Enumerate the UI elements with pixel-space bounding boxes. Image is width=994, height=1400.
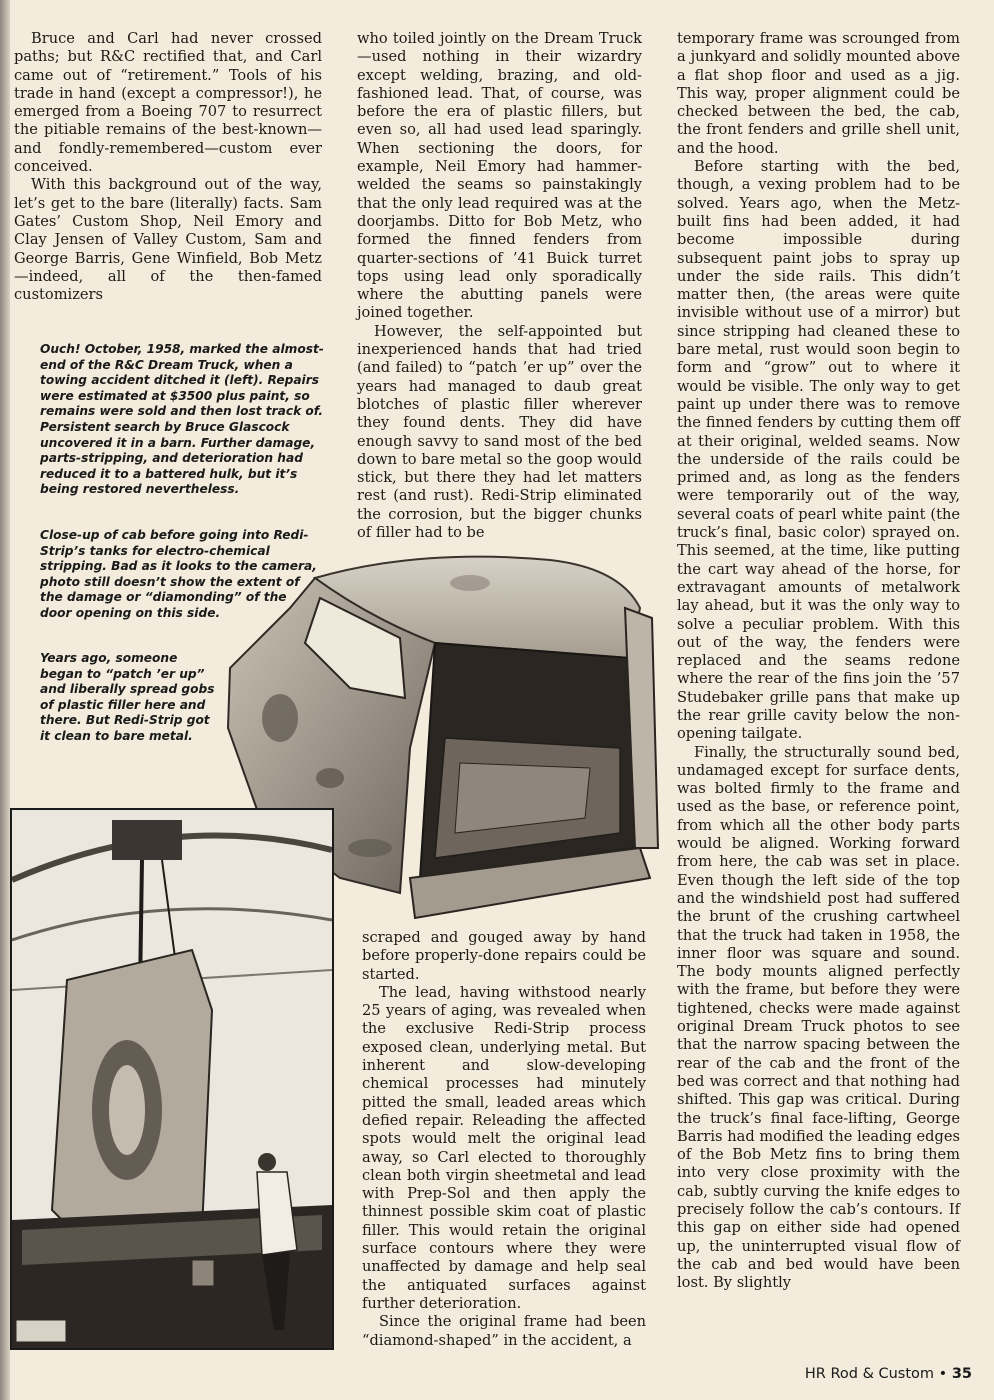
body-paragraph: However, the self-appointed but inexperienced hands that had tried (and failed) to “patch ’er up” over the years had managed to daub great blotches of plastic filler wherever they found dents. They did have enough savvy to sand most of the bed down to bare metal so the goop would stick, but there they had let matters rest (and rust). Redi-Strip eliminated the corrosion, but the bigger chunks of filler had to be xyxy=(357,322,642,542)
body-paragraph: With this background out of the way, let’s get to the bare (literally) facts. Sam Gates’ Custom Shop, Neil Emory and Clay Jensen of Valley Custom, Sam and George Barris, Gene Winfield, Bob Metz—indeed, all of the then-famed customizers xyxy=(14,176,322,304)
body-paragraph: Before starting with the bed, though, a vexing problem had to be solved. Years ago, when the Metz-built fins had been added, it had become impossible during subsequent paint jobs to spray up under the side rails. This didn’t matter then, (the areas were quite invisible without use of a mirror) but since stripping had cleaned these to bare metal, rust would soon begin to form and “grow” out to where it would be visible. The only way to get paint up under there was to remove the finned fenders by cutting them off at their original, welded seams. Now the underside of the rails could be primed and, as long as the fenders were temporarily out of the way, several coats of pearl white paint (the truck’s final, basic color) sprayed on. This seemed, at the time, like putting the cart way ahead of the horse, for extravagant amounts of metalwork lay ahead, but it was the only way to solve a peculiar problem. With this out of the way, the fenders were replaced and the seams redone where the rear of the fins join the ’57 Studebaker grille pans that make up the rear grille cavity below the non-opening tailgate. xyxy=(677,158,960,743)
body-paragraph: Since the original frame had been “diamond-shaped” in the accident, a xyxy=(362,1313,646,1349)
column-1 xyxy=(14,30,322,304)
photo-redi-strip-tank xyxy=(10,808,334,1350)
body-paragraph: Bruce and Carl had never crossed paths; but R&C rectified that, and Carl came out of “retirement.” Tools of his trade in hand (except a compressor!), he emerged from a Boeing 707 to resurrect the pitiable remains of the best-known—and fondly-remembered—custom ever conceived. xyxy=(14,30,322,176)
caption-accident: Ouch! October, 1958, marked the almost-end of the R&C Dream Truck, when a towing accident ditched it (left). Repairs were estimated at $3500 plus paint, so remains were sold and then lost track of. Persistent search by Bruce Glascock uncovered it in a barn. Further damage, parts-stripping, and deterioration had reduced it to a battered hulk, but it’s being restored nevertheless. xyxy=(40,342,324,497)
body-paragraph: who toiled jointly on the Dream Truck—used nothing in their wizardry except welding, brazing, and old-fashioned lead. That, of course, was before the era of plastic fillers, but even so, all had used lead sparingly. When sectioning the doors, for example, Neil Emory had hammer-welded the seams so painstakingly that the only lead required was at the doorjambs. Ditto for Bob Metz, who formed the finned fenders from quarter-sections of ’41 Buick turret tops using lead only sporadically where the abutting panels were joined together. xyxy=(357,30,642,322)
body-paragraph: Finally, the structurally sound bed, undamaged except for surface dents, was bolted firmly to the frame and used as the base, or reference point, from which all the other body parts would be aligned. Working forward from here, the cab was set in place. Even though the left side of the top and the windshield post had suffered the brunt of the crushing cartwheel that the truck had taken in 1958, the inner floor was square and sound. The body mounts aligned perfectly with the frame, but before they were tightened, checks were made against original Dream Truck photos to see that the narrow spacing between the rear of the cab and the front of the bed was correct and that nothing had shifted. This gap was critical. During the truck’s final face-lifting, George Barris had modified the leading edges of the Bob Metz fins to bring them into very close proximity with the cab, subtly curving the knife edges to precisely follow the cab’s contours. If this gap on either side had opened up, the uninterrupted visual flow of the cab and bed would have been lost. By slightly xyxy=(677,743,960,1292)
column-2-top xyxy=(357,30,642,542)
magazine-name: HR Rod & Custom • xyxy=(804,1366,948,1382)
body-paragraph: The lead, having withstood nearly 25 years of aging, was revealed when the exclusive Redi-Strip process exposed clean, underlying metal. But inherent and slow-developing chemical processes had minutely pitted the small, leaded areas which defied repair. Releading the affected spots would melt the original lead away, so Carl elected to thoroughly clean both virgin sheetmetal and lead with Prep-Sol and then apply the thinnest possible skim coat of plastic filler. This would retain the original surface contours where they were unaffected by damage and help seal the antiquated surfaces against further deterioration. xyxy=(362,983,646,1312)
body-paragraph: temporary frame was scrounged from a junkyard and solidly mounted above a flat shop floor and used as a jig. This way, proper alignment could be checked between the bed, the cab, the front fenders and grille shell unit, and the hood. xyxy=(677,30,960,157)
caption-plastic-filler: Years ago, someone began to “patch ’er up” and liberally spread gobs of plastic filler here and there. But Redi-Strip got it clean to bare metal. xyxy=(40,651,215,743)
caption-cab-closeup: Close-up of cab before going into Redi-Strip’s tanks for electro-chemical stripping. Bad as it looks to the camera, photo still doesn’t show the extent of the damage or “diamonding” of the door opening on this side. xyxy=(40,528,317,620)
column-2-bottom xyxy=(362,929,646,1350)
page-binding-edge xyxy=(0,0,10,1400)
tank-hoist-illustration xyxy=(12,810,332,1348)
page-footer xyxy=(805,1366,972,1382)
body-paragraph: scraped and gouged away by hand before properly-done repairs could be started. xyxy=(362,929,646,983)
page-number: 35 xyxy=(951,1366,972,1382)
column-3 xyxy=(677,30,960,1292)
